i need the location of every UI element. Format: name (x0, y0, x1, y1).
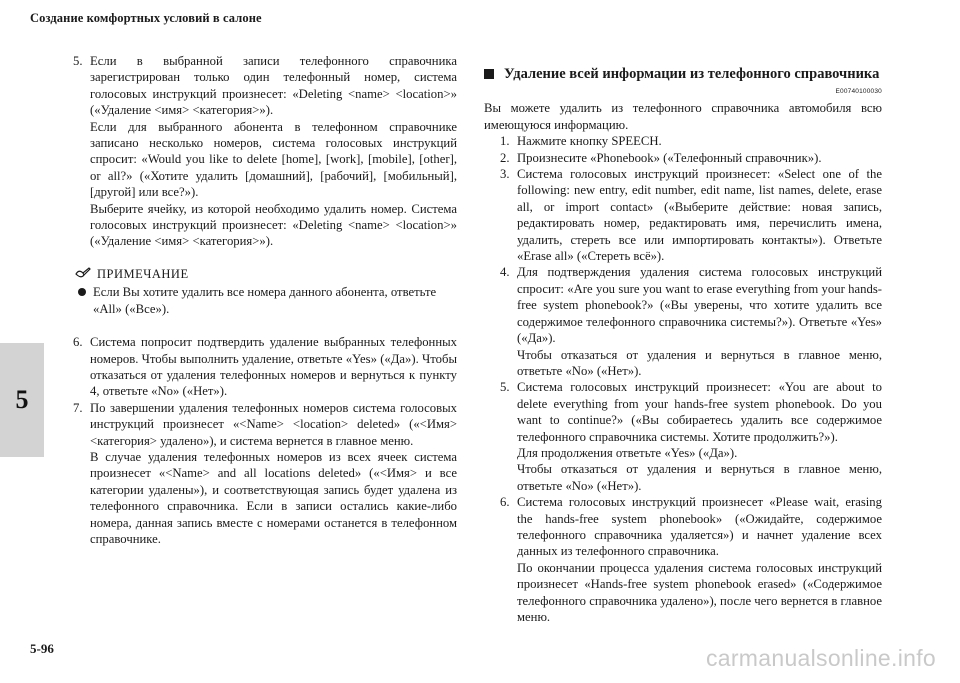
right-column (484, 65, 882, 625)
step-text: Произнесите «Phonebook» («Телефонный справочник»). (517, 150, 822, 165)
bullet-text: Если Вы хотите удалить все номера данного абонента, ответьте «All» («Все»). (93, 285, 437, 316)
item-text: Система попросит подтвердить удаление выбранных телефонных номеров. Чтобы выполнить удаление, ответьте «Yes» («Да»). Чтобы отказаться от удаления телефонных номеров и вернуться к пункту 4, ответьте «No» («Нет»). (90, 335, 457, 399)
step-item (500, 264, 882, 379)
item-number: 7. (73, 400, 83, 415)
bullet-dot-icon (78, 288, 86, 296)
step-number: 2. (500, 150, 510, 165)
step-text: Система голосовых инструкций произнесет «Please wait, erasing the hands-free system phonebook» («Ожидайте, содержимое телефонного справочника удаляется») и начнет удаление всех данных из телефонного справочника. (517, 495, 882, 559)
step-text: Система голосовых инструкций произнесет: «You are about to delete everything from your hands-free system phonebook. Do you want to continue?» («Вы собираетесь удалить все содержимое телефонного справочника системы. Хотите продолжить?»). (517, 380, 882, 444)
section-heading: Удаление всей информации из телефонного справочника (504, 66, 880, 82)
step-text: По окончании процесса удаления система голосовых инструкций произнесет «Hands-free system phonebook erased» («Содержимое телефонного справочника удалено»), после чего вернется в главное меню. (517, 560, 882, 624)
chapter-number: 5 (15, 385, 29, 414)
list-item-6 (73, 334, 457, 400)
item-text: Выберите ячейку, из которой необходимо удалить номер. Система голосовых инструкций произнесет: «Deleting <name> <location>» («Удаление <имя> <категория>»). (90, 201, 457, 249)
step-number: 6. (500, 495, 510, 510)
step-text: Чтобы отказаться от удаления и вернуться в главное меню, ответьте «No» («Нет»). (517, 347, 882, 378)
note-bullet (78, 284, 457, 317)
list-item-5 (73, 53, 457, 250)
step-text: Для продолжения ответьте «Yes» («Да»). (517, 445, 738, 460)
section-code: E00740100030 (835, 88, 882, 95)
chapter-tab (0, 343, 44, 457)
note-label: ПРИМЕЧАНИЕ (97, 266, 189, 281)
step-item (500, 133, 882, 149)
item-text: Если в выбранной записи телефонного справочника зарегистрирован только один телефонный номер, система голосовых инструкций произнесет: «Deleting <name> <location>» («Удаление <имя> <категория>»). (90, 54, 457, 118)
step-text: Нажмите кнопку SPEECH. (517, 134, 662, 149)
item-text: В случае удаления телефонных номеров из всех ячеек система произнесет «<Name> and all locations deleted» («<Имя> и все категории удалены»), и соответствующая запись будет удалена из телефонного справочника. Если в записи остались какие-либо номера, данная запись вместе с номерами останется в телефонном справочнике. (90, 449, 457, 546)
item-text: Если для выбранного абонента в телефонном справочнике записано несколько номеров, система голосовых инструкций спросит: «Would you like to delete [home], [work], [mobile], [other], or all?» («Хотите удалить [домашний], [рабочий], [мобильный], [другой] или все?»). (90, 119, 457, 200)
square-bullet-icon (484, 69, 494, 79)
note-heading (75, 266, 457, 282)
intro-text: Вы можете удалить из телефонного справочника автомобиля всю имеющуюся информацию. (484, 101, 882, 132)
step-item (500, 166, 882, 264)
page-header: Создание комфортных условий в салоне (30, 11, 262, 25)
page-number: 5-96 (30, 641, 54, 656)
step-item (500, 494, 882, 625)
step-number: 5. (500, 380, 510, 395)
section-title (484, 65, 882, 83)
note-pen-icon (75, 267, 91, 281)
step-text: Для подтверждения удаления система голосовых инструкций спросит: «Are you sure you want to erase everything from your hands-free system phonebook?» («Вы уверены, что хотите удалить все содержимое телефонного справочника системы?»). Ответьте «Yes» («Да»). (517, 265, 882, 346)
step-text: Чтобы отказаться от удаления и вернуться в главное меню, ответьте «No» («Нет»). (517, 462, 882, 493)
left-column (73, 53, 457, 547)
step-number: 4. (500, 265, 510, 280)
step-number: 1. (500, 134, 510, 149)
item-number: 6. (73, 335, 83, 350)
item-text: По завершении удаления телефонных номеров система голосовых инструкций произнесет «<Name> <location> deleted» («<Имя> <категория> удалено»), и система вернется в главное меню. (90, 400, 457, 448)
step-item (500, 150, 882, 166)
item-number: 5. (73, 54, 83, 68)
step-text: Система голосовых инструкций произнесет: «Select one of the following: new entry, edit number, edit name, list names, delete, erase all, or import contact» («Выберите действие: новая запись, редактировать номер, редактировать имя, перечислить имена, удалить, стереть все или импортировать контакты»). Ответьте «Erase all» («Стереть всё»). (517, 167, 882, 264)
step-item (500, 379, 882, 494)
step-number: 3. (500, 167, 510, 182)
list-item-7 (73, 400, 457, 548)
watermark: carmanualsonline.info (705, 645, 936, 671)
steps-list (500, 133, 882, 625)
